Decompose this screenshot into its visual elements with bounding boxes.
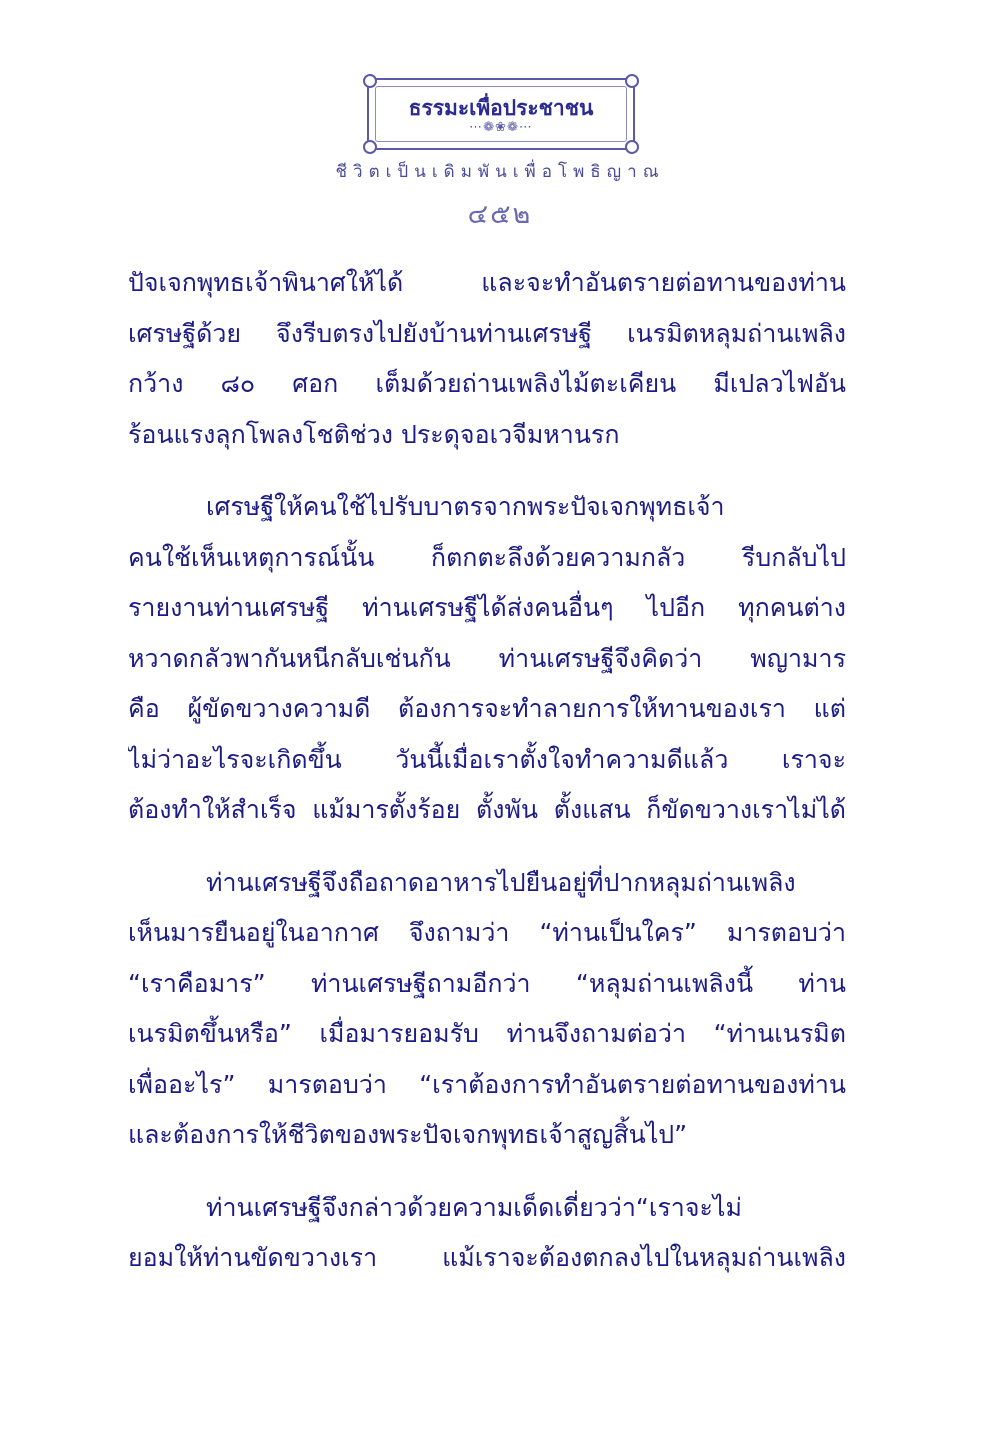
paragraph-gap <box>128 1161 846 1183</box>
body-text <box>128 258 846 1284</box>
logo-corner-ornament <box>363 140 377 154</box>
paragraph-gap <box>128 836 846 858</box>
text-line: ท่านเศรษฐีจึงกล่าวด้วยความเด็ดเดี่ยวว่า“เราจะไม่ <box>206 1192 742 1222</box>
logo-corner-ornament <box>363 74 377 88</box>
text-line: กว้าง ๘๐ ศอก เต็มด้วยถ่านเพลิงไม้ตะเคียน มีเปลวไฟอัน <box>128 369 846 398</box>
logo-corner-ornament <box>625 140 639 154</box>
text-line: คือ ผู้ขัดขวางความดี ต้องการจะทำลายการให้ทานของเรา แต่ <box>128 694 846 723</box>
text-line: หวาดกลัวพากันหนีกลับเช่นกัน ท่านเศรษฐีจึงคิดว่า พญามาร <box>128 643 846 673</box>
logo-corner-ornament <box>625 74 639 88</box>
text-line: ร้อนแรงลุกโพลงโชติช่วง ประดุจอเวจีมหานรก <box>128 419 620 449</box>
page-number: ๔๕๒ <box>467 199 533 230</box>
text-line: เห็นมารยืนอยู่ในอากาศ จึงถามว่า “ท่านเป็นใคร” มารตอบว่า <box>128 918 846 947</box>
text-line: รายงานท่านเศรษฐี ท่านเศรษฐีได้ส่งคนอื่นๆ ไปอีก ทุกคนต่าง <box>128 593 846 622</box>
text-line: และต้องการให้ชีวิตของพระปัจเจกพุทธเจ้าสูญสิ้นไป” <box>128 1120 688 1149</box>
text-line: เนรมิตขึ้นหรือ” เมื่อมารยอมรับ ท่านจึงถามต่อว่า “ท่านเนรมิต <box>128 1019 846 1048</box>
publisher-logo <box>367 78 635 150</box>
text-line: ปัจเจกพุทธเจ้าพินาศให้ได้ และจะทำอันตรายต่อทานของท่าน <box>128 268 846 297</box>
series-title: ชีวิตเป็นเดิมพันเพื่อโพธิญาณ <box>335 162 665 182</box>
paragraph-3 <box>128 858 846 1161</box>
text-line: ไม่ว่าอะไรจะเกิดขึ้น วันนี้เมื่อเราตั้งใจทำความดีแล้ว เราจะ <box>128 744 846 774</box>
text-line: เศรษฐีให้คนใช้ไปรับบาตรจากพระปัจเจกพุทธเจ้า <box>206 492 725 521</box>
text-line: ยอมให้ท่านขัดขวางเรา แม้เราจะต้องตกลงไปในหลุมถ่านเพลิง <box>128 1243 846 1272</box>
paragraph-4 <box>128 1183 846 1284</box>
logo-text: ธรรมะเพื่อประชาชน <box>408 96 594 120</box>
text-line: คนใช้เห็นเหตุการณ์นั้น ก็ตกตะลึงด้วยความกลัว รีบกลับไป <box>128 542 846 572</box>
text-line: ท่านเศรษฐีจึงถือถาดอาหารไปยืนอยู่ที่ปากหลุมถ่านเพลิง <box>206 867 796 897</box>
paragraph-1 <box>128 258 846 460</box>
logo-flourish-icon: ⋯❁❀❁⋯ <box>469 120 533 135</box>
paragraph-2 <box>128 482 846 836</box>
text-line: เพื่ออะไร” มารตอบว่า “เราต้องการทำอันตรายต่อทานของท่าน <box>128 1069 846 1099</box>
paragraph-gap <box>128 460 846 482</box>
text-line: “เราคือมาร” ท่านเศรษฐีถามอีกว่า “หลุมถ่านเพลิงนี้ ท่าน <box>128 968 846 998</box>
text-line: เศรษฐีด้วย จึงรีบตรงไปยังบ้านท่านเศรษฐี เนรมิตหลุมถ่านเพลิง <box>128 318 846 348</box>
text-line: ต้องทำให้สำเร็จ แม้มารตั้งร้อย ตั้งพัน ตั้งแสน ก็ขัดขวางเราไม่ได้ <box>128 795 846 824</box>
